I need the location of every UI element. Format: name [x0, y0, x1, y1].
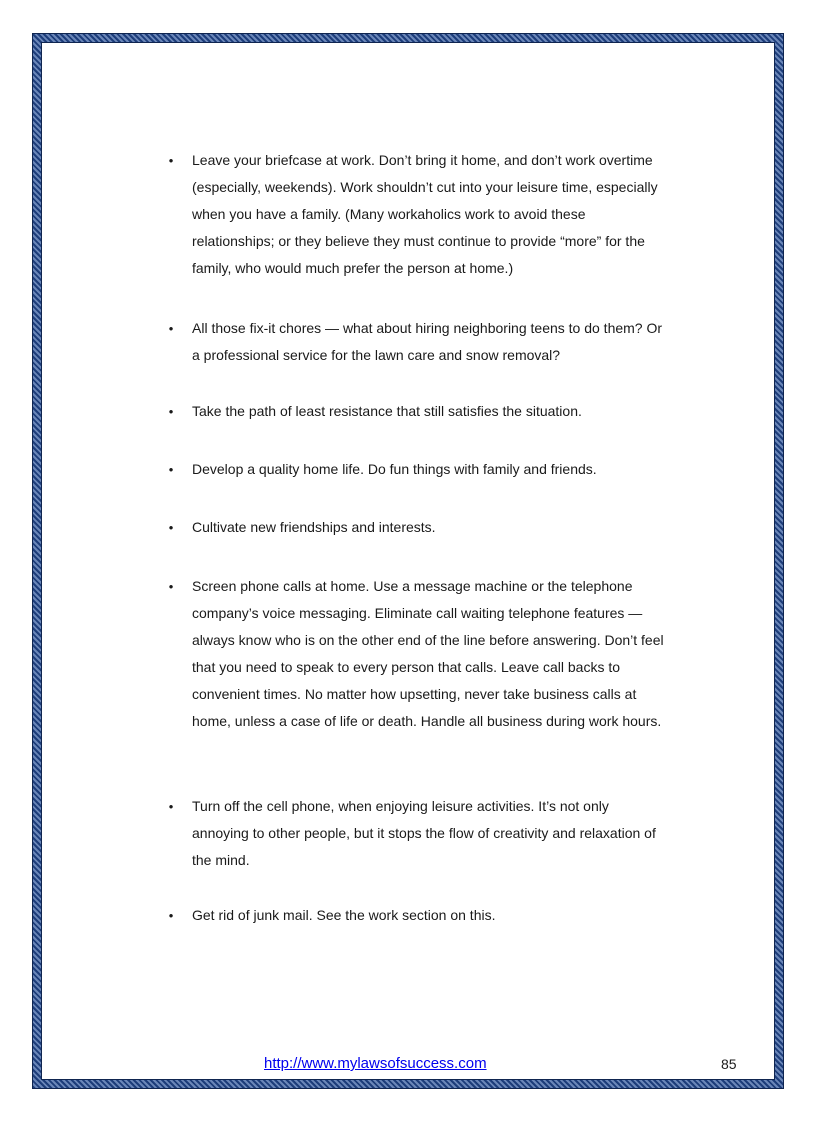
list-item-text: All those fix-it chores — what about hiring neighboring teens to do them? Or a professional service for the lawn care and snow removal? — [192, 320, 663, 363]
list-item — [166, 793, 666, 874]
list-item — [166, 398, 666, 425]
list-item-text: Get rid of junk mail. See the work section on this. — [192, 907, 496, 923]
list-item-text: Turn off the cell phone, when enjoying leisure activities. It’s not only annoying to other people, but it stops the flow of creativity and relaxation of the mind. — [192, 798, 656, 868]
bullet-marker: • — [168, 462, 174, 477]
bullet-marker: • — [168, 321, 174, 336]
bullet-marker: • — [168, 579, 174, 594]
bullet-marker: • — [168, 799, 174, 814]
list-item-text: Cultivate new friendships and interests. — [192, 519, 436, 535]
list-item — [166, 514, 666, 541]
page-number: 85 — [721, 1056, 737, 1072]
list-item — [166, 456, 666, 483]
list-item-text: Develop a quality home life. Do fun things with family and friends. — [192, 461, 597, 477]
list-item-text: Screen phone calls at home. Use a message machine or the telephone company’s voice messaging. Eliminate call waiting telephone features — always know who is on the other end of the line before answering. Don’t feel that you need to speak to every person that calls. Leave call backs to convenient times. No matter how upsetting, never take business calls at home, unless a case of life or death. Handle all business during work hours. — [192, 578, 664, 729]
bullet-marker: • — [168, 404, 174, 419]
bullet-marker: • — [168, 153, 174, 168]
list-item — [166, 147, 666, 282]
list-item-text: Take the path of least resistance that still satisfies the situation. — [192, 403, 582, 419]
bullet-marker: • — [168, 908, 174, 923]
list-item-text: Leave your briefcase at work. Don’t bring it home, and don’t work overtime (especially, weekends). Work shouldn’t cut into your leisure time, especially when you have a family. (Many workaholics work to avoid these relationships; or they believe they must continue to provide “more” for the family, who would much prefer the person at home.) — [192, 152, 658, 276]
list-item — [166, 902, 666, 929]
list-item — [166, 315, 666, 369]
bullet-marker: • — [168, 520, 174, 535]
footer-website-link[interactable]: http://www.mylawsofsuccess.com — [264, 1055, 487, 1072]
list-item — [166, 573, 666, 735]
